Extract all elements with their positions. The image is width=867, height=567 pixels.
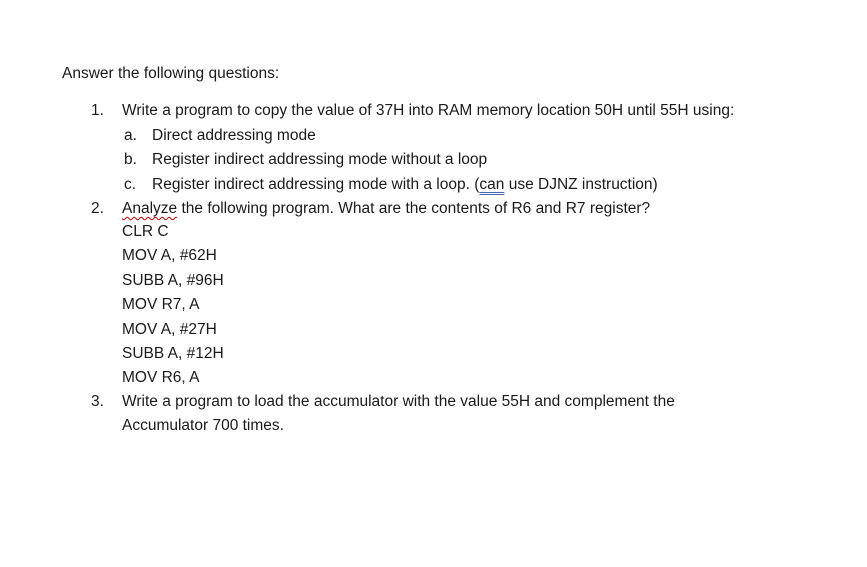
question-1b-label: b.: [124, 151, 137, 168]
question-1b-text: Register indirect addressing mode without a loop: [152, 151, 488, 168]
question-1-number: 1.: [91, 102, 104, 119]
question-1c-label: c.: [124, 176, 137, 193]
question-1a-text: Direct addressing mode: [152, 127, 316, 144]
heading: Answer the following questions:: [62, 65, 280, 82]
question-1c-text: [152, 175, 658, 195]
grammar-flagged-word[interactable]: can: [479, 176, 505, 193]
question-1c-text-after: use DJNZ instruction): [504, 176, 658, 193]
code-line: CLR C: [122, 223, 169, 240]
code-line: MOV A, #62H: [122, 247, 217, 264]
question-2-text: [122, 199, 650, 219]
question-1c-text-before: Register indirect addressing mode with a loop. (: [152, 176, 480, 193]
code-line: SUBB A, #12H: [122, 345, 224, 362]
question-2-number: 2.: [91, 200, 104, 217]
question-3-text: Write a program to load the accumulator with the value 55H and complement the: [122, 393, 675, 410]
question-1a-label: a.: [124, 127, 137, 144]
code-line: MOV R7, A: [122, 296, 200, 313]
question-3-number: 3.: [91, 393, 104, 410]
code-line: SUBB A, #96H: [122, 272, 224, 289]
code-line: MOV A, #27H: [122, 321, 217, 338]
code-line: MOV R6, A: [122, 369, 200, 386]
question-1-text: Write a program to copy the value of 37H into RAM memory location 50H until 55H using:: [122, 102, 735, 119]
question-3-text-cont: Accumulator 700 times.: [122, 417, 284, 434]
question-2-text-after: the following program. What are the contents of R6 and R7 register?: [177, 200, 651, 217]
spelling-flagged-word[interactable]: Analyze: [122, 200, 178, 217]
